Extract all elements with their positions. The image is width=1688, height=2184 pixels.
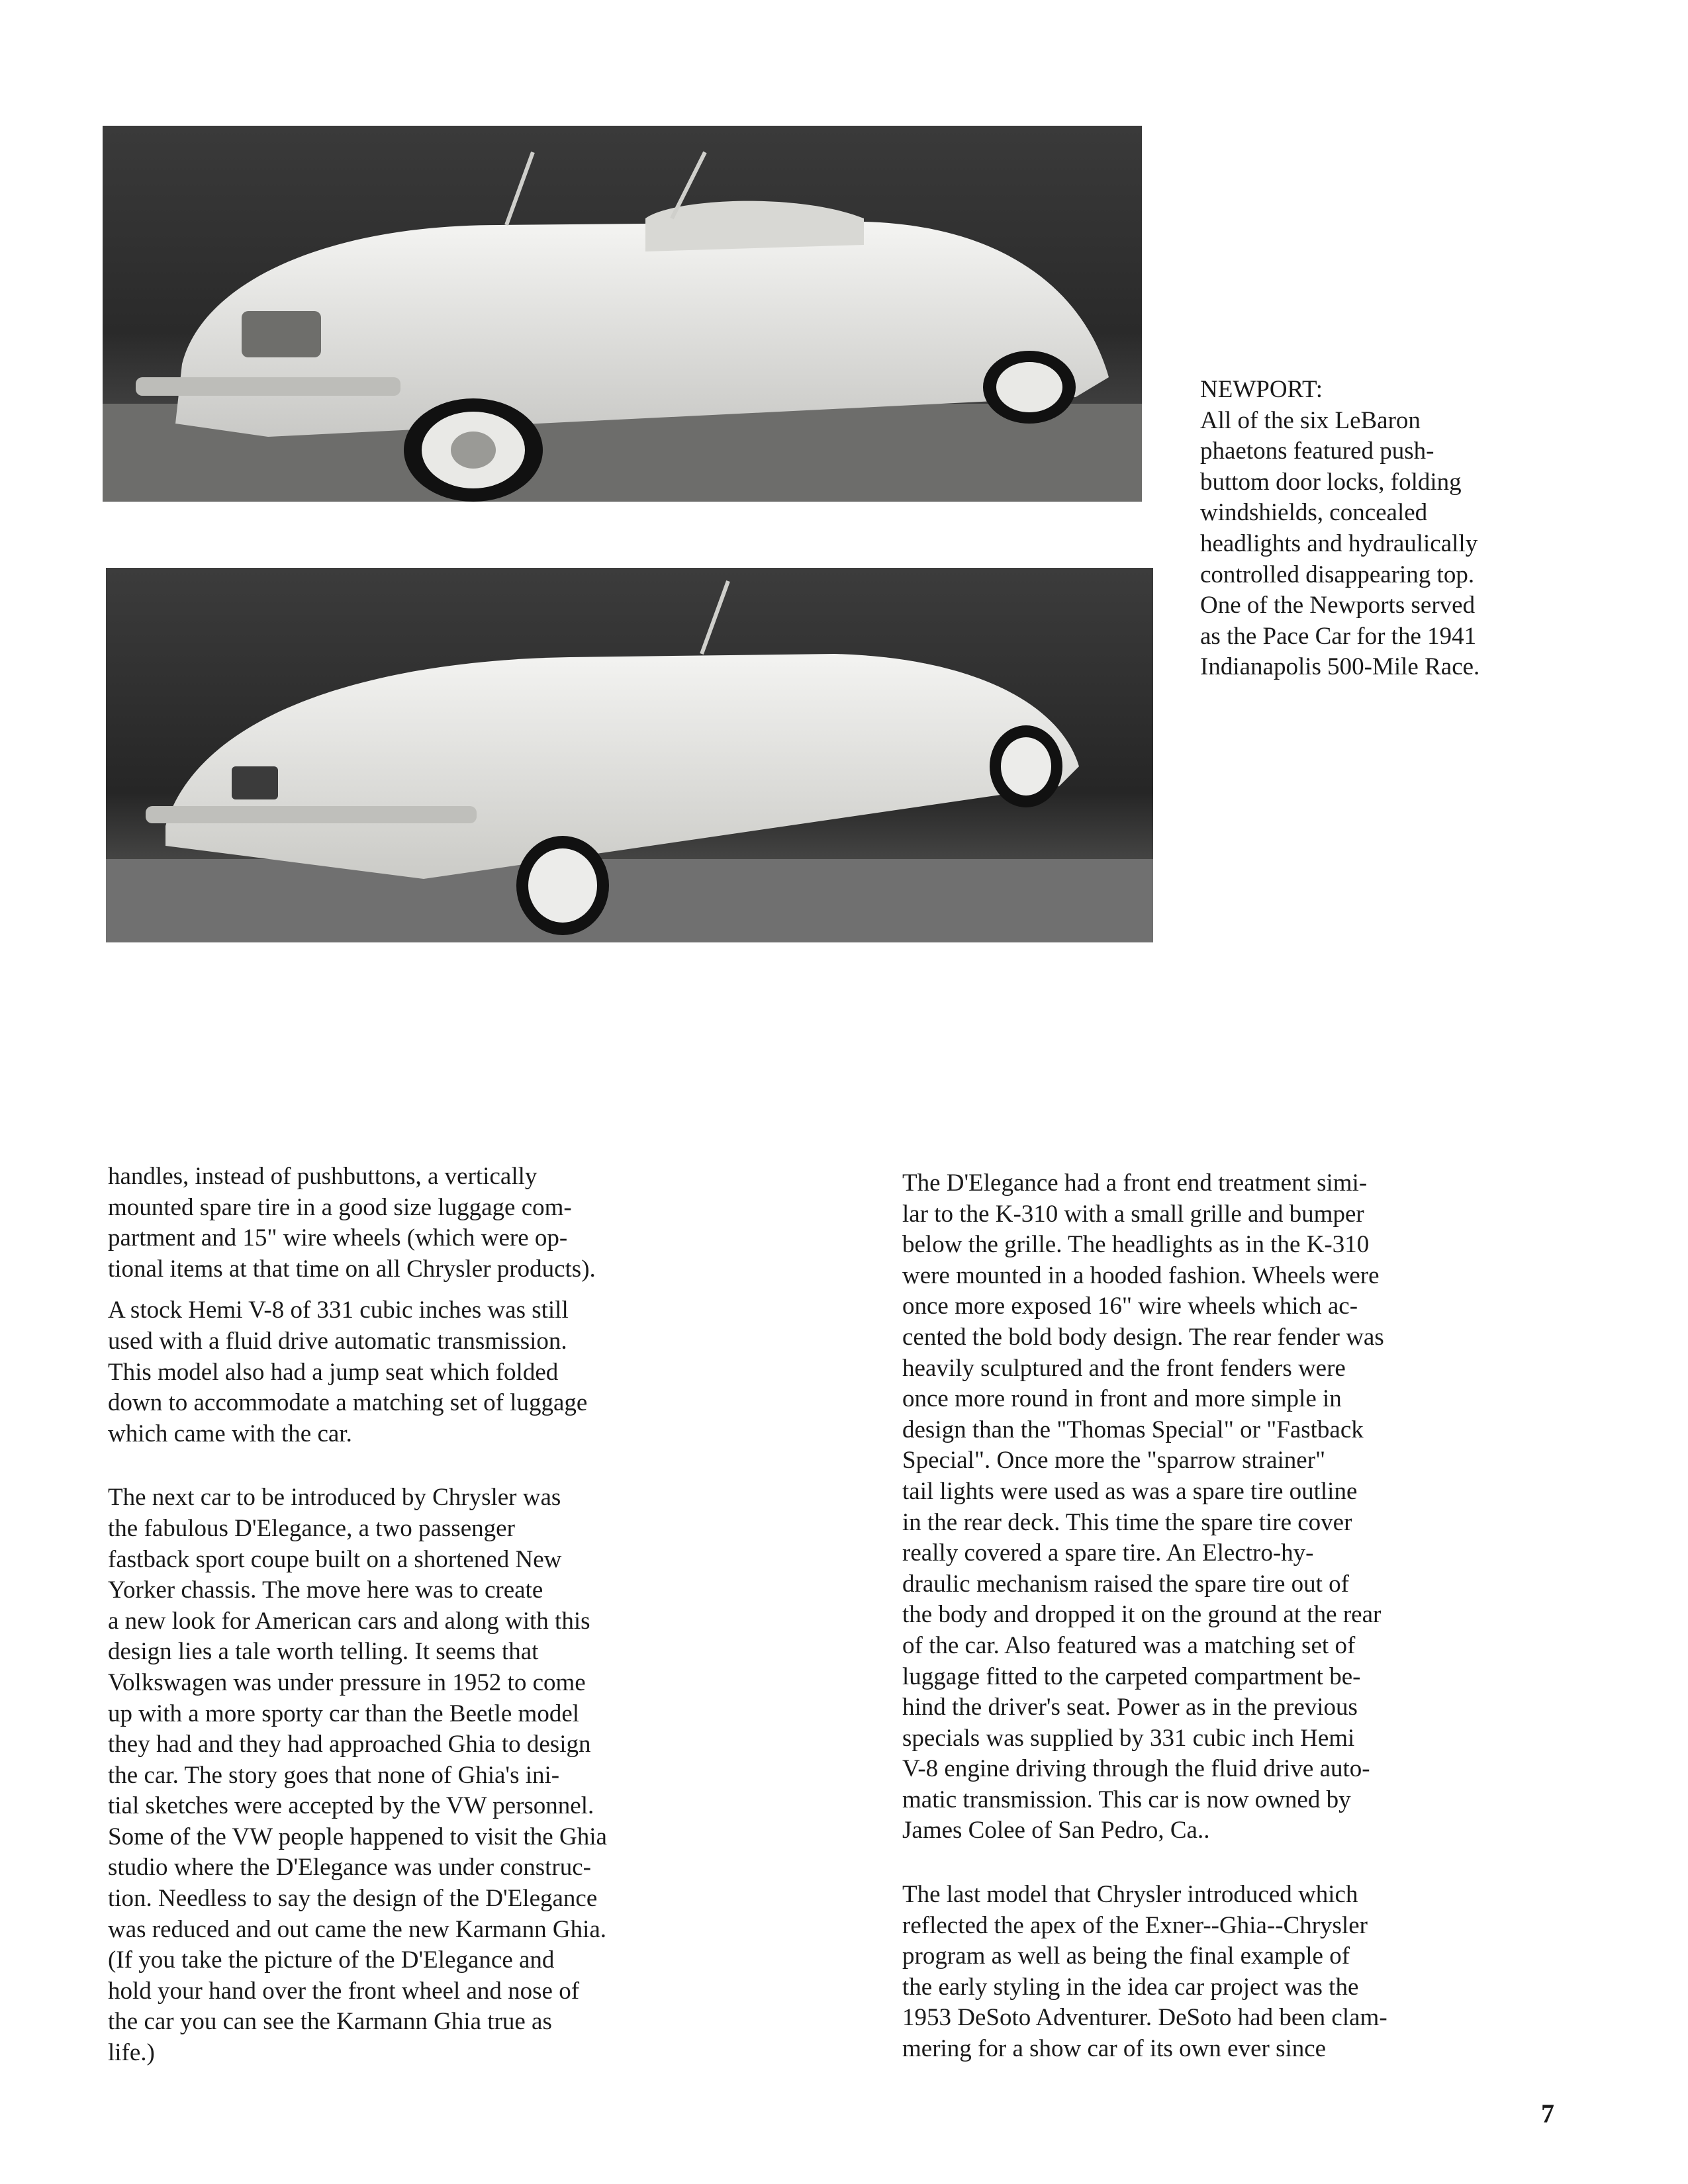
caption-line: Indianapolis 500-Mile Race. [1200,653,1480,681]
caption-line: phaetons featured push- [1200,437,1434,465]
car-photo-front [103,126,1142,502]
caption-line: One of the Newports served [1200,592,1476,619]
page-number: 7 [1541,2099,1554,2128]
text-column-left [108,1161,823,2079]
caption-line: buttom door locks, folding [1200,468,1462,496]
paragraph: The next car to be introduced by Chrysler was the fabulous D'Elegance, a two passenger fastback sport coupe built on a shortened New Yorker chassis. The move here was to create a new look for American cars and along with this design lies a tale worth telling. It seems that Volkswagen was under pressure in 1952 to come up with a more sporty car than the Beetle model they had and they had approached Ghia to design the car. The story goes that none of Ghia's ini- tial sketches were accepted by the VW personnel. Some of the VW people happened to visit the Ghia studio where the D'Elegance was under construc- tion. Needless to say the design of the D'Elegance was reduced and out came the new Karmann Ghia. (If you take the picture of the D'Elegance and hold your hand over the front wheel and nose of the car you can see the Karmann Ghia true as life.) [108,1484,607,2067]
caption-title: NEWPORT: [1200,376,1323,403]
caption-line: All of the six LeBaron [1200,406,1421,434]
text-column-right [902,1168,1617,2075]
paragraph: The D'Elegance had a front end treatment simi- lar to the K-310 with a small grille and bumper below the grille. The headlights as in the K-310 were mounted in a hooded fashion. Wheels were once more exposed 16" wire wheels which ac- cented the bold body design. The rear fender was heavily sculptured and the front fenders were once more round in front and more simple in design than the "Thomas Special" or "Fastback Special". Once more the "sparrow strainer" tail lights were used as was a spare tire outline in the rear deck. This time the spare tire cover really covered a spare tire. An Electro-hy- draulic mechanism raised the spare tire out of the body and dropped it on the ground at the rear of the car. Also featured was a matching set of luggage fitted to the carpeted compartment be- hind the driver's seat. Power as in the previous specials was supplied by 331 cubic inch Hemi V-8 engine driving through the fluid drive auto- matic transmission. This car is now owned by James Colee of San Pedro, Ca.. [902,1169,1384,1844]
photo-caption [1200,375,1611,683]
caption-line: headlights and hydraulically [1200,529,1478,557]
car-photo-icon [103,126,1142,502]
caption-line: controlled disappearing top. [1200,561,1475,588]
paragraph: handles, instead of pushbuttons, a vertically mounted spare tire in a good size luggage com- partment and 15" wire wheels (which were op- tional items at that time on all Chrysler products). [108,1163,596,1283]
car-photo-icon [106,568,1153,942]
paragraph: A stock Hemi V-8 of 331 cubic inches was still used with a fluid drive automatic transmission. This model also had a jump seat which folded down to accommodate a matching set of luggage which came with the car. [108,1297,588,1447]
car-photo-rear [106,568,1153,942]
caption-line: windshields, concealed [1200,499,1428,527]
caption-line: as the Pace Car for the 1941 [1200,622,1477,650]
paragraph: The last model that Chrysler introduced which reflected the apex of the Exner--Ghia--Chrysler program as well as being the final example of the early styling in the idea car project was the 1953 DeSoto Adventurer. DeSoto had been clam- mering for a show car of its own ever since [902,1881,1387,2063]
